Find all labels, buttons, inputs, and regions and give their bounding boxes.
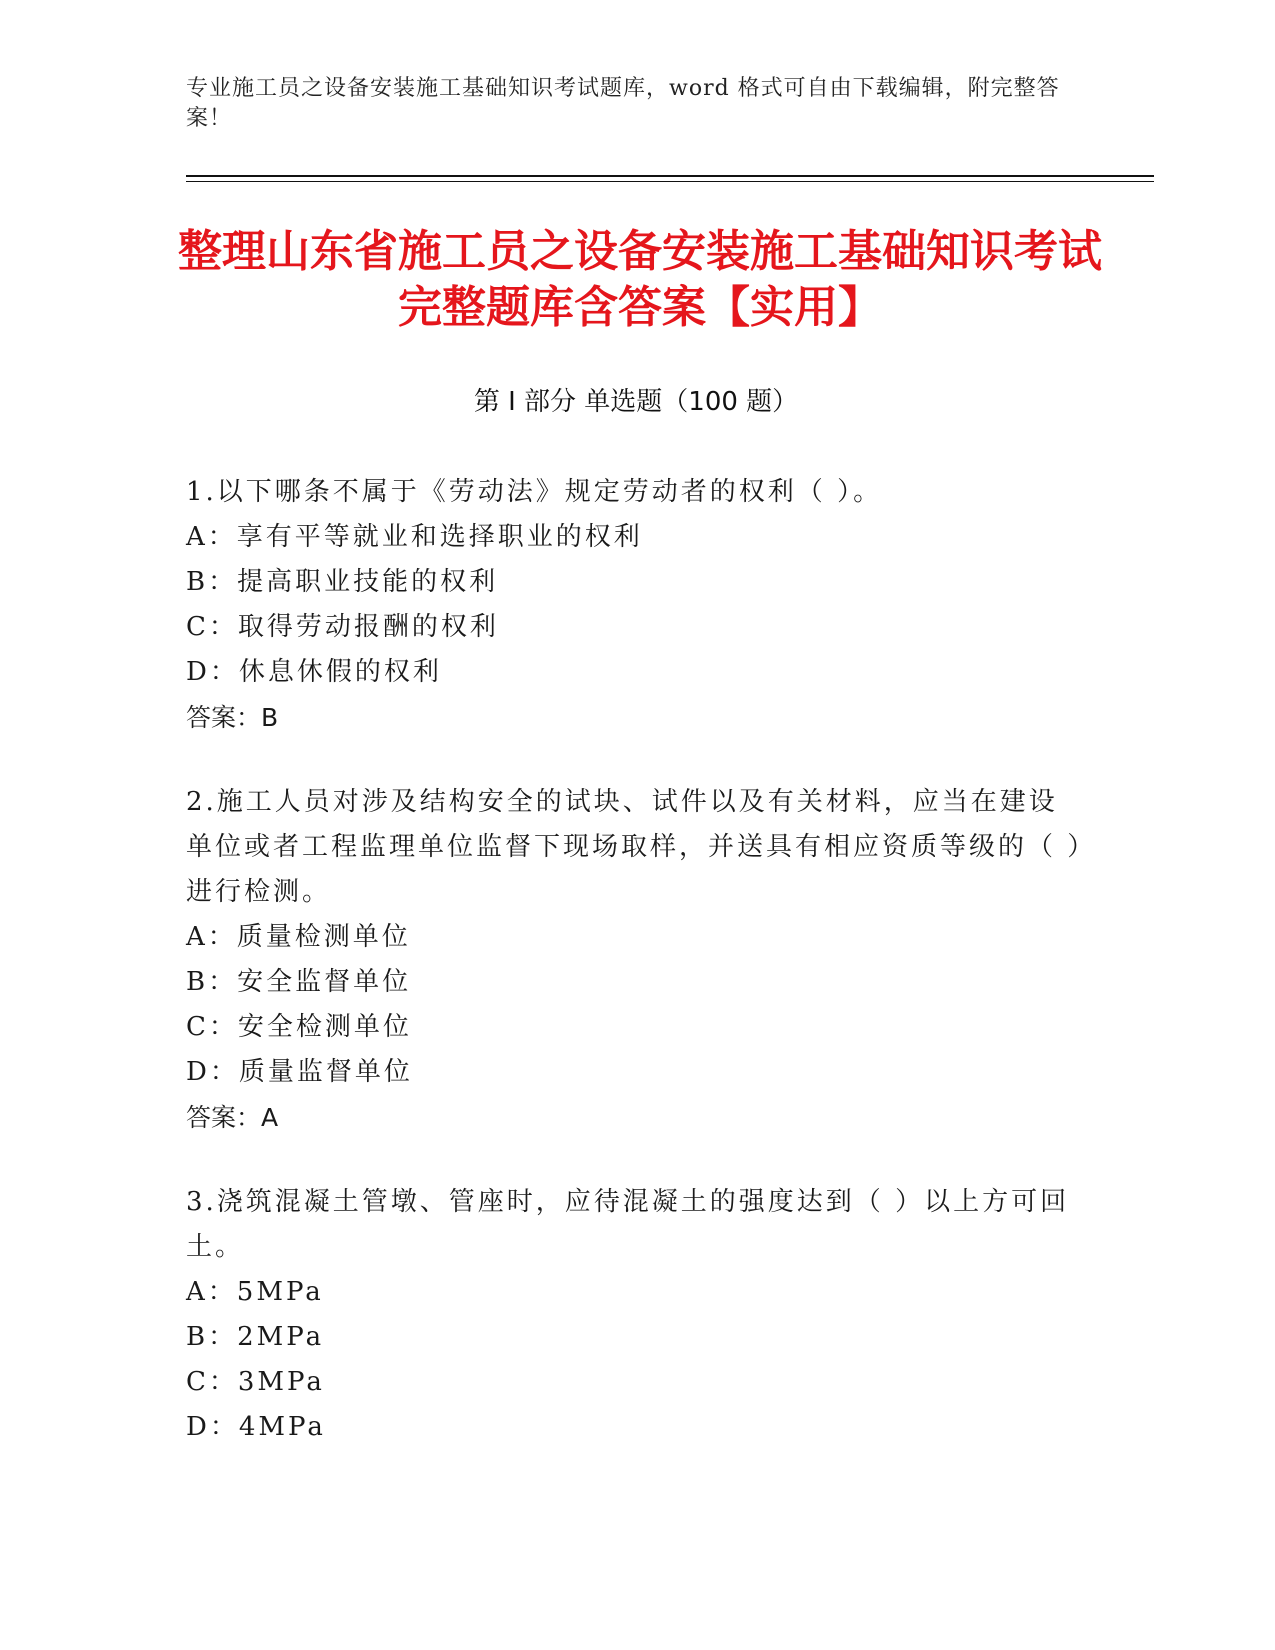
question-3 bbox=[186, 1180, 1086, 1450]
option-d: D：质量监督单位 bbox=[186, 1057, 413, 1087]
document-title: 整理山东省施工员之设备安装施工基础知识考试完整题库含答案【实用】 bbox=[178, 226, 1102, 333]
option-b: B：安全监督单位 bbox=[186, 967, 412, 997]
header-note: 专业施工员之设备安装施工基础知识考试题库，word 格式可自由下载编辑，附完整答案！ bbox=[186, 76, 1060, 131]
option-b: B：2MPa bbox=[186, 1322, 325, 1352]
question-1 bbox=[186, 470, 1086, 740]
question-2 bbox=[186, 780, 1086, 1140]
question-stem: 1.以下哪条不属于《劳动法》规定劳动者的权利（ ）。 bbox=[186, 477, 883, 507]
option-a: A：享有平等就业和选择职业的权利 bbox=[186, 522, 643, 552]
option-a: A：质量检测单位 bbox=[186, 922, 411, 952]
option-d: D：4MPa bbox=[186, 1412, 326, 1442]
option-c: C：取得劳动报酬的权利 bbox=[186, 612, 499, 642]
question-stem: 3.浇筑混凝土管墩、管座时，应待混凝土的强度达到（ ）以上方可回土。 bbox=[186, 1187, 1070, 1262]
option-c: C：安全检测单位 bbox=[186, 1012, 412, 1042]
option-d: D：休息休假的权利 bbox=[186, 657, 442, 687]
option-b: B：提高职业技能的权利 bbox=[186, 567, 499, 597]
header-divider-thin bbox=[186, 181, 1154, 182]
answer: 答案：A bbox=[186, 1103, 279, 1132]
answer: 答案：B bbox=[186, 703, 279, 732]
question-list bbox=[186, 470, 1086, 1490]
question-stem: 2.施工人员对涉及结构安全的试块、试件以及有关材料，应当在建设单位或者工程监理单位监督下现场取样，并送具有相应资质等级的（ ）进行检测。 bbox=[186, 787, 1084, 907]
header-divider-thick bbox=[186, 175, 1154, 177]
section-heading: 第 I 部分 单选题（100 题） bbox=[473, 387, 799, 417]
option-c: C：3MPa bbox=[186, 1367, 325, 1397]
option-a: A：5MPa bbox=[186, 1277, 324, 1307]
